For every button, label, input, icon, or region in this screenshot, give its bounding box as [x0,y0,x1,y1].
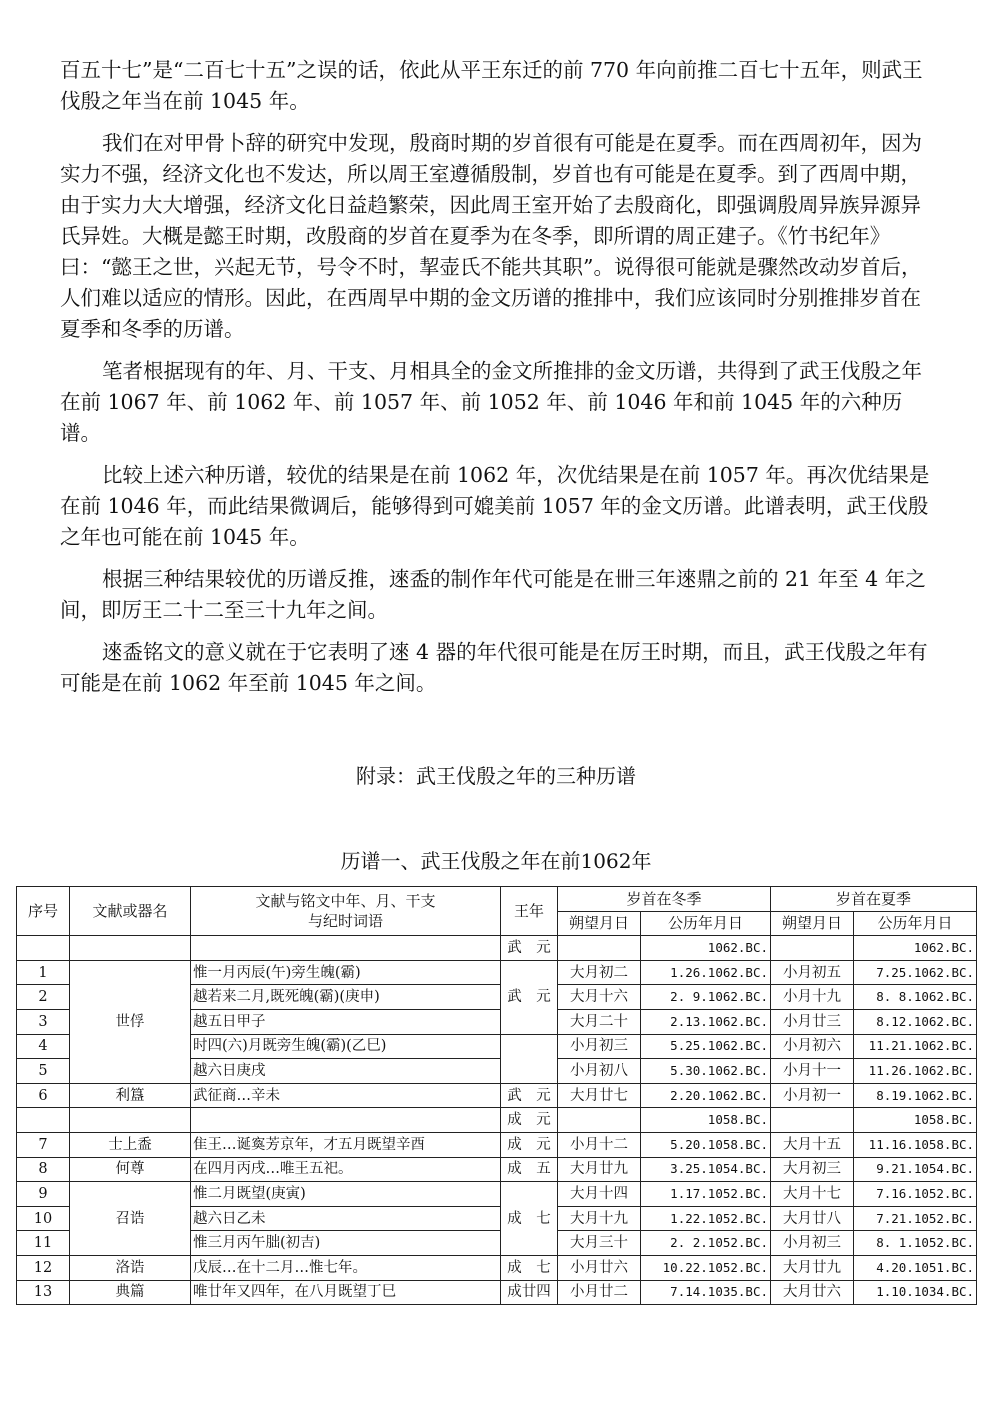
cell-text: 惟一月丙辰(午)旁生魄(霸) [191,960,501,985]
cell-winter-lunar: 大月廿七 [558,1083,641,1108]
cell-source: 召诰 [70,1182,191,1256]
cell-winter-lunar: 大月廿九 [558,1157,641,1182]
cell-summer-lunar: 小月初五 [771,960,854,985]
cell-summer-lunar: 小月初一 [771,1083,854,1108]
cell-summer-lunar: 大月十七 [771,1182,854,1207]
cell-winter-greg: 2.20.1062.BC. [641,1083,771,1108]
cell-text: 越五日甲子 [191,1009,501,1034]
cell-text: 在四月丙戌…唯王五祀。 [191,1157,501,1182]
cell-no: 12 [17,1255,70,1280]
cell-source: 士上盉 [70,1132,191,1157]
cell-summer-greg: 11.21.1062.BC. [854,1034,977,1059]
header-reign: 王年 [501,887,558,936]
cell-no: 13 [17,1280,70,1305]
cell-summer-greg: 1058.BC. [854,1108,977,1133]
table-row [17,936,977,961]
cell-reign: 武 元 [501,936,558,961]
cell-text: 越若来二月,既死魄(霸)(庚申) [191,985,501,1010]
cell-reign: 成 元 [501,1132,558,1157]
cell-no [17,936,70,961]
cell-winter-lunar: 大月十四 [558,1182,641,1207]
paragraph: 根据三种结果较优的历谱反推，逨盉的制作年代可能是在卌三年逨鼎之前的 21 年至 4 年之间，即厉王二十二至三十九年之间。 [60,567,926,622]
cell-reign: 成 七 [501,1255,558,1280]
cell-summer-greg: 4.20.1051.BC. [854,1255,977,1280]
cell-text: 惟二月既望(庚寅) [191,1182,501,1207]
header-winter-lunar: 朔望月日 [558,911,641,936]
cell-summer-greg: 11.16.1058.BC. [854,1132,977,1157]
cell-summer-lunar: 大月廿八 [771,1206,854,1231]
table-row [17,1182,977,1207]
cell-text [191,936,501,961]
cell-summer-lunar [771,936,854,961]
table-row [17,1083,977,1108]
cell-winter-lunar: 大月十六 [558,985,641,1010]
cell-summer-lunar: 小月初三 [771,1231,854,1256]
header-text-line1: 文献与铭文中年、月、干支 [255,892,436,911]
table-row [17,1108,977,1133]
cell-source [70,936,191,961]
cell-summer-greg: 1062.BC. [854,936,977,961]
cell-winter-greg: 5.25.1062.BC. [641,1034,771,1059]
cell-summer-lunar: 小月廿三 [771,1009,854,1034]
cell-text [191,1108,501,1133]
header-summer-lunar: 朔望月日 [771,911,854,936]
cell-winter-greg: 3.25.1054.BC. [641,1157,771,1182]
cell-summer-greg: 8.19.1062.BC. [854,1083,977,1108]
cell-text: 时四(六)月既旁生魄(霸)(乙巳) [191,1034,501,1059]
header-text-line2: 与纪时词语 [307,912,383,931]
cell-no: 10 [17,1206,70,1231]
paragraph: 笔者根据现有的年、月、干支、月相具全的金文所推排的金文历谱，共得到了武王伐殷之年在前 1067 年、前 1062 年、前 1057 年、前 1052 年、前 1046 年和前 1045 年的六种历谱。 [60,359,922,445]
cell-summer-lunar: 小月十九 [771,985,854,1010]
table-row [17,1280,977,1305]
cell-winter-greg: 1.22.1052.BC. [641,1206,771,1231]
table-row [17,1255,977,1280]
appendix-title: 附录：武王伐殷之年的三种历谱 [356,764,636,788]
cell-winter-greg: 10.22.1052.BC. [641,1255,771,1280]
body-text [60,55,936,710]
cell-text: 武征商…辛未 [191,1083,501,1108]
cell-no: 6 [17,1083,70,1108]
cell-winter-greg: 5.30.1062.BC. [641,1059,771,1084]
cell-reign: 成 五 [501,1157,558,1182]
cell-source: 何尊 [70,1157,191,1182]
cell-no: 1 [17,960,70,985]
cell-summer-greg: 7.21.1052.BC. [854,1206,977,1231]
cell-winter-greg: 5.20.1058.BC. [641,1132,771,1157]
cell-summer-lunar: 小月十一 [771,1059,854,1084]
header-winter-greg: 公历年月日 [641,911,771,936]
cell-summer-greg: 8. 8.1062.BC. [854,985,977,1010]
cell-no: 9 [17,1182,70,1207]
cell-winter-lunar: 小月初八 [558,1059,641,1084]
cell-reign: 成廿四 [501,1280,558,1305]
cell-summer-greg: 7.16.1052.BC. [854,1182,977,1207]
cell-source: 世俘 [70,960,191,1083]
cell-summer-lunar: 大月廿九 [771,1255,854,1280]
cell-no: 7 [17,1132,70,1157]
cell-source: 洛诰 [70,1255,191,1280]
cell-text: 越六日乙未 [191,1206,501,1231]
header-summer-greg: 公历年月日 [854,911,977,936]
cell-winter-lunar [558,1108,641,1133]
cell-winter-lunar: 小月初三 [558,1034,641,1059]
calendar-table [16,886,977,1305]
cell-winter-lunar: 小月十二 [558,1132,641,1157]
cell-text: 唯廿年又四年，在八月既望丁巳 [191,1280,501,1305]
cell-source: 典篇 [70,1280,191,1305]
cell-winter-greg: 2. 2.1052.BC. [641,1231,771,1256]
cell-summer-lunar: 大月廿六 [771,1280,854,1305]
cell-summer-lunar: 小月初六 [771,1034,854,1059]
cell-reign: 武 元 [501,1083,558,1108]
cell-reign: 武 元 [501,960,558,1034]
cell-summer-greg: 9.21.1054.BC. [854,1157,977,1182]
paragraph: 比较上述六种历谱，较优的结果是在前 1062 年，次优结果是在前 1057 年。再次优结果是在前 1046 年，而此结果微调后，能够得到可媲美前 1057 年的金文历谱。此谱表明，武王伐殷之年也可能在前 1045 年。 [60,463,930,549]
cell-reign: 成 七 [501,1182,558,1256]
cell-winter-lunar: 大月十九 [558,1206,641,1231]
cell-no: 4 [17,1034,70,1059]
cell-source: 利簋 [70,1083,191,1108]
cell-summer-greg: 8. 1.1052.BC. [854,1231,977,1256]
cell-winter-greg: 1.17.1052.BC. [641,1182,771,1207]
cell-no [17,1108,70,1133]
cell-summer-greg: 8.12.1062.BC. [854,1009,977,1034]
table-row [17,1132,977,1157]
cell-reign [501,1034,558,1083]
table-title: 历谱一、武王伐殷之年在前1062年 [340,849,652,873]
cell-no: 3 [17,1009,70,1034]
cell-no: 11 [17,1231,70,1256]
cell-winter-greg: 1058.BC. [641,1108,771,1133]
cell-winter-lunar [558,936,641,961]
header-no: 序号 [17,887,70,936]
cell-summer-lunar: 大月初三 [771,1157,854,1182]
cell-winter-greg: 1.26.1062.BC. [641,960,771,985]
header-summer: 岁首在夏季 [771,887,977,912]
header-winter: 岁首在冬季 [558,887,771,912]
cell-no: 8 [17,1157,70,1182]
cell-winter-lunar: 大月初二 [558,960,641,985]
cell-winter-lunar: 小月廿二 [558,1280,641,1305]
header-text [191,887,501,936]
cell-winter-lunar: 大月二十 [558,1009,641,1034]
table-row [17,960,977,985]
cell-text: 越六日庚戌 [191,1059,501,1084]
cell-reign: 成 元 [501,1108,558,1133]
cell-winter-lunar: 大月三十 [558,1231,641,1256]
cell-text: 隹王…诞寏芳京年，才五月既望辛酉 [191,1132,501,1157]
cell-winter-greg: 7.14.1035.BC. [641,1280,771,1305]
cell-no: 5 [17,1059,70,1084]
cell-text: 戊辰…在十二月…惟七年。 [191,1255,501,1280]
cell-text: 惟三月丙午朏(初吉) [191,1231,501,1256]
cell-winter-greg: 2.13.1062.BC. [641,1009,771,1034]
header-source: 文献或器名 [70,887,191,936]
cell-winter-greg: 2. 9.1062.BC. [641,985,771,1010]
cell-summer-lunar: 大月十五 [771,1132,854,1157]
paragraph: 百五十七”是“二百七十五”之误的话，依此从平王东迁的前 770 年向前推二百七十五年，则武王伐殷之年当在前 1045 年。 [60,58,923,113]
cell-summer-lunar [771,1108,854,1133]
table-row [17,1157,977,1182]
cell-winter-lunar: 小月廿六 [558,1255,641,1280]
paragraph: 逨盉铭文的意义就在于它表明了逨 4 器的年代很可能是在厉王时期，而且，武王伐殷之年有可能是在前 1062 年至前 1045 年之间。 [60,640,928,695]
cell-summer-greg: 1.10.1034.BC. [854,1280,977,1305]
cell-no: 2 [17,985,70,1010]
cell-summer-greg: 7.25.1062.BC. [854,960,977,985]
cell-winter-greg: 1062.BC. [641,936,771,961]
cell-summer-greg: 11.26.1062.BC. [854,1059,977,1084]
paragraph: 我们在对甲骨卜辞的研究中发现，殷商时期的岁首很有可能是在夏季。而在西周初年，因为实力不强，经济文化也不发达，所以周王室遵循殷制，岁首也有可能是在夏季。到了西周中期，由于实力大大增强，经济文化日益趋繁荣，因此周王室开始了去殷商化，即强调殷周异族异源异氏异姓。大概是懿王时期，改殷商的岁首在夏季为在冬季，即所谓的周正建子。《竹书纪年》曰：“懿王之世，兴起无节，号令不时，挈壶氏不能共其职”。说得很可能就是骤然改动岁首后，人们难以适应的情形。因此，在西周早中期的金文历谱的推排中，我们应该同时分别推排岁首在夏季和冬季的历谱。 [60,131,922,341]
cell-source [70,1108,191,1133]
